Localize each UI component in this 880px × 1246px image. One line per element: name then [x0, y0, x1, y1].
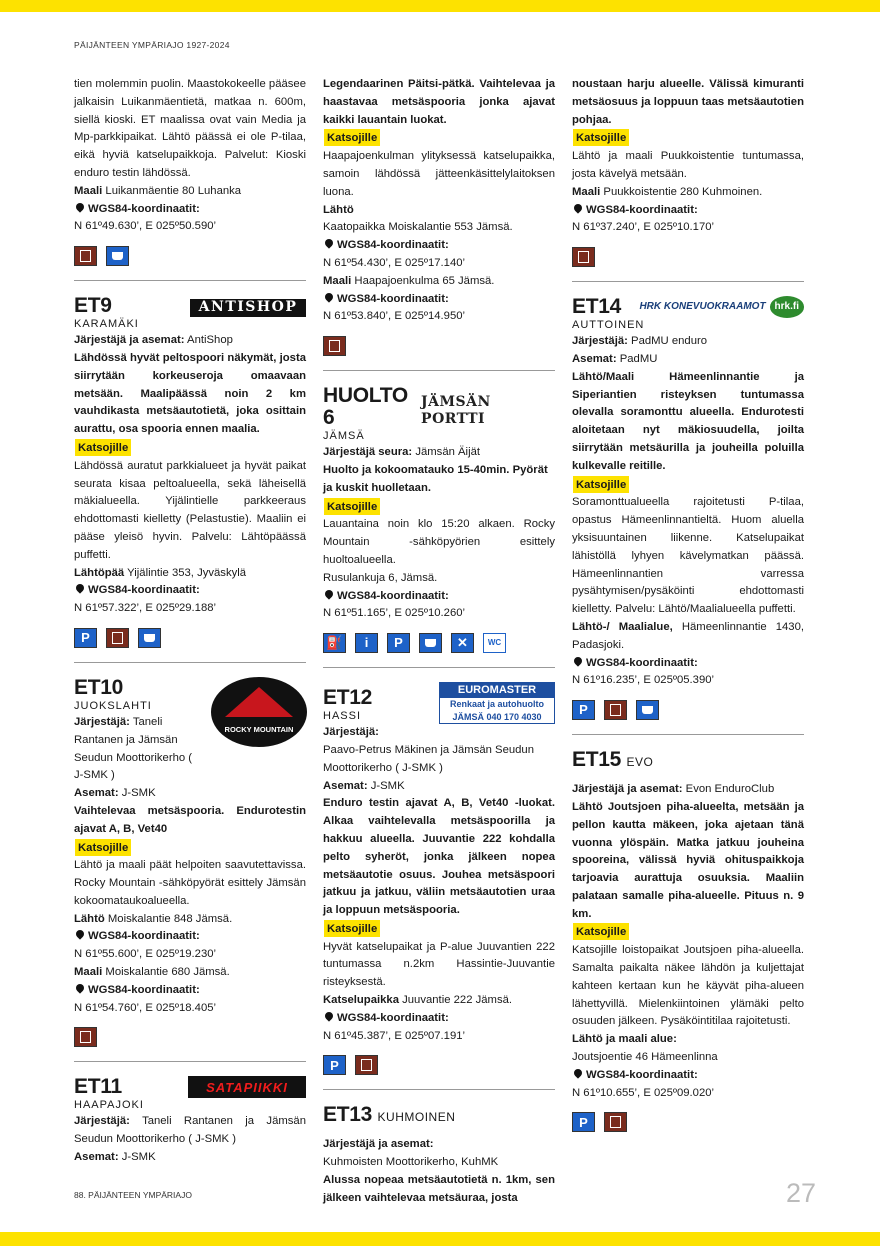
coordinates: N 61º49.630’, E 025º50.590’ — [74, 220, 217, 233]
info-icon: i — [355, 633, 378, 653]
organizer: PadMU enduro — [631, 335, 708, 348]
et12-spectator-text: Hyvät katselupaikat ja P-alue Juuvantien 222 tuntumassa n.2km Hassintie-Juuvantie risteyksestä. — [323, 940, 555, 989]
huolto-spectator-text: Lauantaina noin klo 15:20 alkaen. Rocky Mountain -sähköpyörien esittely huoltoalueella. — [323, 518, 555, 566]
asemat: PadMU — [619, 352, 658, 365]
katsojille-badge: Katsojille — [573, 923, 629, 940]
org-label: Järjestäjä: — [74, 715, 130, 728]
katsojille-badge: Katsojille — [573, 129, 629, 146]
org-label: Järjestäjä: — [323, 726, 379, 739]
et9-title: ET9 — [74, 294, 112, 318]
footer-text: 88. PÄIJÄNTEEN YMPÄRIAJO — [74, 1190, 192, 1200]
divider — [74, 662, 306, 663]
lm-address: Joutsjoentie 46 Hämeenlinna — [572, 1051, 718, 1064]
coordinates: N 61º10.655’, E 025º09.020’ — [572, 1086, 715, 1099]
service-icons — [323, 336, 555, 356]
coordinates: N 61º45.387’, E 025º07.191’ — [323, 1029, 466, 1042]
location-pin-icon — [74, 929, 85, 940]
et10-spectator-text: Lähtö ja maali päät helpoiten saavutettavissa. Rocky Mountain -sähköpyörät esittely Jämsän kokoomataukoalueella. — [74, 859, 306, 907]
service-icons — [323, 633, 555, 653]
coordinates: N 61º54.760’, E 025º18.405’ — [74, 1001, 217, 1014]
spectator-text: Lähtö ja maali Puukkoistentie tuntumassa, josta kävelyä metsään. — [572, 150, 804, 180]
et15-description: Lähtö Joutsjoen piha-alueelta, metsään ja pellon kautta mäkeen, joka ajetaan tänä vuonna ylöspäin. Matka jatkuu jouheina spooreina, välissä hyviä ohituspaikkoja tarjoavia aurattuja osuuksia. Maaliin palataan samalle piha-alueelle. Pituus n. 9 km. — [572, 800, 804, 920]
top-color-bar — [0, 0, 880, 12]
coord-label: WGS84-koordinaatit: — [337, 239, 449, 252]
kiosk-icon — [106, 628, 129, 648]
jamsan-portti-logo: JÄMSÄN PORTTI — [421, 393, 491, 428]
spectator-text: Haapajoenkulman ylityksessä katselupaikka, samoin lähdössä jätteenkäsittelylaitoksen luona. — [323, 150, 555, 198]
et9-description: Lähdössä hyvät peltospoori näkymät, josta siirrytään korkeuseroja omaavaan metsään. Maalipäässä noin 2 km vauhdikasta metsäautotietä, joka osittain aurattu, osa spooria ennen maalia. — [74, 351, 306, 436]
satapiikki-logo: SATAPIIKKI — [188, 1076, 306, 1098]
parking-icon: P — [323, 1055, 346, 1075]
divider — [572, 281, 804, 282]
divider — [323, 667, 555, 668]
lahto-address: Kaatopaikka Moiskalantie 553 Jämsä. — [323, 221, 513, 234]
coord-label: WGS84-koordinaatit: — [88, 983, 200, 996]
asemat: J-SMK — [121, 1151, 156, 1164]
katsojille-badge: Katsojille — [573, 476, 629, 493]
et10-description: Vaihtelevaa metsäspooria. Endurotestin ajavat A, B, Vet40 — [74, 804, 306, 835]
et9-header — [74, 295, 306, 317]
divider — [74, 1061, 306, 1062]
et14-title: ET14 — [572, 295, 621, 319]
maali-address: Luikanmäentie 80 Luhanka — [105, 184, 242, 197]
cafe-icon — [419, 633, 442, 653]
et12-place: HASSI — [323, 710, 362, 723]
et10-title: ET10 — [74, 675, 123, 699]
hrk-logo: HRK KONEVUOKRAAMOT hrk.fi — [639, 296, 804, 318]
antishop-logo: ANTISHOP — [190, 299, 306, 317]
parking-icon: P — [572, 700, 595, 720]
katsojille-badge: Katsojille — [324, 498, 380, 515]
et14-header — [572, 296, 804, 318]
coordinates: N 61º53.840’, E 025º14.950’ — [323, 310, 466, 323]
kiosk-icon — [74, 1027, 97, 1047]
column-2 — [323, 76, 555, 1208]
coordinates: N 61º57.322’, E 025º29.188’ — [74, 602, 217, 615]
huolto-header — [323, 385, 555, 429]
organizer: Evon EnduroClub — [685, 783, 775, 796]
lahto-address: Yijälintie 353, Jyväskylä — [127, 566, 247, 579]
lm-label: Lähtö-/ Maalialue, — [572, 620, 673, 633]
coord-label: WGS84-koordinaatit: — [337, 589, 449, 602]
org-label: Järjestäjä: — [572, 335, 628, 348]
organizer: Taneli Rantanen ja Jämsän Seudun Moottorikerho ( J-SMK ) — [74, 1115, 306, 1146]
org-label: Järjestäjä ja asemat: — [323, 1138, 434, 1151]
cafe-icon — [636, 700, 659, 720]
location-pin-icon — [74, 201, 85, 212]
et14-description: Lähtö/Maali Hämeenlinnantie ja Siperiantien risteyksen tuntumassa olevalla soramonttu alueella. Endurotesti aloitetaan nyt mäkiosuudella, joilta siirrytään metsäurilla ja jouheilla poluilla kulkevalle reitille. — [572, 370, 804, 472]
katsojille-badge: Katsojille — [324, 920, 380, 937]
maali-address: Puukkoistentie 280 Kuhmoinen. — [603, 185, 763, 198]
tools-icon: ✕ — [451, 633, 474, 653]
et10-block — [74, 677, 306, 785]
org-label: Järjestäjä: — [74, 1115, 130, 1128]
asemat-label: Asemat: — [74, 787, 119, 800]
location-pin-icon — [74, 982, 85, 993]
huolto-place: JÄMSÄ — [323, 430, 365, 443]
fuel-icon: ⛽ — [323, 633, 346, 653]
kiosk-icon — [604, 1112, 627, 1132]
lm-label: Lähtö ja maali alue: — [572, 1033, 677, 1046]
column-3 — [572, 76, 804, 1136]
maali-label: Maali — [74, 184, 103, 197]
location-pin-icon — [323, 291, 334, 302]
coord-label: WGS84-koordinaatit: — [88, 584, 200, 597]
coordinates: N 61º54.430’, E 025º17.140’ — [323, 256, 466, 269]
et14-spectator-text: Soramonttualueella rajoitetusti P-tilaa, opastus Hämeenlinnantieltä. Huom aluella yksisuuntainen liikenne. Katselupaikat lähistöllä lyhyen kävelymatkan päässä. Hämeenlinnantien varressa pysähtymisen/pysäköinti ehdottomasti kielletty. Palvelu: Lähtö/Maalialueella puffetti. — [572, 496, 804, 616]
asemat-label: Asemat: — [74, 1151, 119, 1164]
coord-label: WGS84-koordinaatit: — [586, 203, 698, 216]
coordinates: N 61º16.235’, E 025º05.390’ — [572, 674, 715, 687]
organizer: Taneli Rantanen ja Jämsän Seudun Moottorikerho ( J-SMK ) — [74, 715, 193, 782]
katsojille-badge: Katsojille — [75, 839, 131, 856]
service-icons — [74, 628, 306, 648]
katselupaikka-address: Juuvantie 222 Jämsä. — [402, 994, 513, 1007]
service-icons — [572, 700, 804, 720]
divider — [323, 1089, 555, 1090]
running-header: PÄIJÄNTEEN YMPÄRIAJO 1927-2024 — [74, 40, 230, 50]
maali-label: Maali — [572, 185, 601, 198]
lahto-label: Lähtö — [74, 912, 105, 925]
et13-description: Alussa nopeaa metsäautotietä n. 1km, sen jälkeen vaihtelevaa metsäuraa, josta — [323, 1174, 555, 1204]
et12-header — [323, 682, 555, 724]
rocky-mountain-logo: ROCKY MOUNTAIN — [211, 677, 307, 747]
location-pin-icon — [323, 238, 334, 249]
coord-label: WGS84-koordinaatit: — [337, 292, 449, 305]
coordinates: N 61º37.240’, E 025º10.170’ — [572, 221, 715, 234]
parking-icon: P — [74, 628, 97, 648]
divider — [74, 280, 306, 281]
kiosk-icon — [572, 247, 595, 267]
location-pin-icon — [323, 588, 334, 599]
cafe-icon — [138, 628, 161, 648]
parking-icon: P — [387, 633, 410, 653]
kiosk-icon — [323, 336, 346, 356]
intro-text: noustaan harju alueelle. Välissä kimuranti metsäosuus ja loppuun taas metsäautotien pohjaa. — [572, 78, 804, 126]
maali-address: Haapajoenkulma 65 Jämsä. — [354, 274, 495, 287]
kiosk-icon — [355, 1055, 378, 1075]
katselupaikka-label: Katselupaikka — [323, 994, 399, 1007]
et15-place: EVO — [626, 755, 654, 770]
location-pin-icon — [572, 1067, 583, 1078]
katsojille-badge: Katsojille — [324, 129, 380, 146]
coord-label: WGS84-koordinaatit: — [586, 1068, 698, 1081]
location-pin-icon — [572, 202, 583, 213]
organizer: AntiShop — [187, 334, 233, 347]
wc-icon: WC — [483, 633, 506, 653]
cafe-icon — [106, 246, 129, 266]
maali-label: Maali — [323, 274, 352, 287]
divider — [323, 370, 555, 371]
asemat-label: Asemat: — [323, 779, 368, 792]
et9-spectator-text: Lähdössä auratut parkkialueet ja hyvät paikat seurata kisaa peltoalueella, sekä läheisellä mäkialueella. Yijälintielle parkkeeraus ehdottomasti kielletty (Pelastustie). Maaliin ei pääse yleisö hyvin. Palvelu: Lähtöpäässä puffetti. — [74, 459, 306, 561]
org-label: Järjestäjä ja asemat: — [74, 334, 185, 347]
org-label: Järjestäjä ja asemat: — [572, 783, 683, 796]
service-icons — [572, 1112, 804, 1132]
et12-title: ET12 — [323, 686, 372, 710]
divider — [572, 734, 804, 735]
coord-label: WGS84-koordinaatit: — [337, 1011, 449, 1024]
et12-description: Enduro testin ajavat A, B, Vet40 -luokat. Alkaa vaihtelevalla metsäspoorilla ja hakkuu alueella. Juuvantie 222 kohdalla pelto syheröt, jonka jälkeen nopea metsäautotie osuus. Jouhea metsäspoori jatkuu ja jatkuu, väliin metsäautotien uraa ja loppuun metsäspooria. — [323, 797, 555, 917]
et14-place: AUTTOINEN — [572, 319, 645, 332]
location-pin-icon — [572, 655, 583, 666]
et11-header — [74, 1076, 306, 1098]
katsojille-badge: Katsojille — [75, 439, 131, 456]
et13-place: KUHMOINEN — [377, 1110, 456, 1125]
asemat: J-SMK — [121, 787, 156, 800]
column-1 — [74, 76, 306, 1167]
bottom-color-bar — [0, 1232, 880, 1246]
service-icons — [74, 246, 306, 266]
et11-title: ET11 — [74, 1075, 122, 1099]
service-icons — [323, 1055, 555, 1075]
euromaster-logo: EUROMASTER Renkaat ja autohuolto JÄMSÄ 040 170 4030 — [439, 682, 555, 724]
huolto-address: Rusulankuja 6, Jämsä. — [323, 571, 438, 584]
huolto-title: HUOLTO 6 — [323, 384, 408, 430]
asemat: J-SMK — [370, 779, 405, 792]
maali-address: Moiskalantie 680 Jämsä. — [105, 966, 230, 979]
et15-spectator-text: Katsojille loistopaikat Joutsjoen piha-alueella. Samalta paikalta näkee lähdön ja kuljettajat kahteen kertaan kun he käyvät piha-alueen lähettyvillä. Mielenkiintoinen ylämäki pelto osuuden jälkeen. Pysäköintitilaa rajoitetusti. — [572, 944, 804, 1028]
asemat-label: Asemat: — [572, 352, 617, 365]
location-pin-icon — [74, 583, 85, 594]
service-icons — [74, 1027, 306, 1047]
lahto-label: Lähtöpää — [74, 566, 125, 579]
maali-label: Maali — [74, 966, 103, 979]
kiosk-icon — [604, 700, 627, 720]
coord-label: WGS84-koordinaatit: — [88, 202, 200, 215]
page-number: 27 — [786, 1178, 817, 1208]
location-pin-icon — [323, 1010, 334, 1021]
organizer: Paavo-Petrus Mäkinen ja Jämsän Seudun Moottorikerho ( J-SMK ) — [323, 743, 534, 774]
intro-text: Legendaarinen Päitsi-pätkä. Vaihtelevaa ja haastavaa metsäspooria jonka ajavat kaikki lauantain luokat. — [323, 78, 555, 126]
service-icons — [572, 247, 804, 267]
parking-icon: P — [572, 1112, 595, 1132]
huolto-description: Huolto ja kokoomatauko 15-40min. Pyörät ja kuskit huolletaan. — [323, 463, 548, 494]
coordinates: N 61º55.600’, E 025º19.230’ — [74, 948, 217, 961]
coord-label: WGS84-koordinaatit: — [88, 930, 200, 943]
org-label: Järjestäjä seura: — [323, 446, 413, 459]
et11-place: HAAPAJOKI — [74, 1099, 144, 1112]
et13-title: ET13 KUHMOINEN — [323, 1103, 456, 1127]
lahto-label: Lähtö — [323, 203, 354, 216]
intro-text: tien molemmin puolin. Maastokokeelle pääsee jalkaisin Luikanmäentietä, matkaa n. 600m, siellä kioski. ET maalissa ovat vain Media ja Mp-parkkipaikat. Lähtö päässä ei ole P-tilaa, eikä hyviä katselupaikkoja. Palvelut: Kioski enduro testin lähdössä. — [74, 78, 306, 179]
coord-label: WGS84-koordinaatit: — [586, 656, 698, 669]
organizer: Kuhmoisten Moottorikerho, KuhMK — [323, 1156, 499, 1169]
et10-place: JUOKSLAHTI — [74, 699, 152, 712]
et9-place: KARAMÄKI — [74, 318, 139, 331]
lahto-address: Moiskalantie 848 Jämsä. — [107, 912, 233, 925]
lm-address: Hämeenlinnantie 1430, Padasjoki. — [572, 620, 804, 651]
et15-title: ET15 EVO — [572, 748, 654, 772]
kiosk-icon — [74, 246, 97, 266]
coordinates: N 61º51.165’, E 025º10.260’ — [323, 607, 466, 620]
organizer: Jämsän Äijät — [415, 446, 480, 459]
